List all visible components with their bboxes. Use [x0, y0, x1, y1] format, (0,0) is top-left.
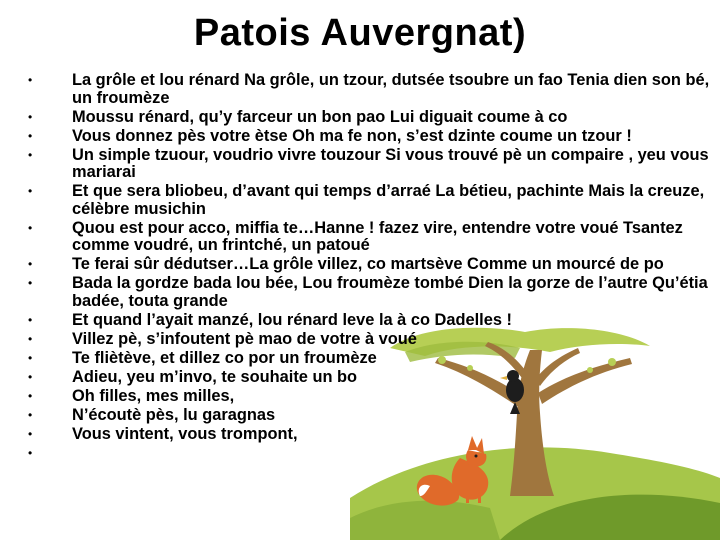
bullet-icon: •	[28, 312, 33, 327]
verse-line: • Vous vintent, vous trompont,	[28, 424, 298, 443]
verse-line: • Et quand l’ayait manzé, lou rénard leve la à co Dadelles !	[28, 310, 512, 329]
verse-line: • Te fliètève, et dillez co por un froumèze	[28, 348, 377, 367]
verse-line: • Oh filles, mes milles,	[28, 386, 235, 405]
bullet-icon: •	[28, 257, 33, 272]
verse-line: • Moussu rénard, qu’y farceur un bon pao Lui diguait coume à co	[28, 107, 568, 126]
bullet-icon: •	[28, 331, 33, 346]
bullet-icon: •	[28, 184, 33, 199]
verse-line: • Adieu, yeu m’invo, te souhaite un bo	[28, 367, 358, 386]
bullet-icon: •	[28, 369, 33, 384]
bullet-icon: •	[28, 388, 33, 403]
bullet-icon: •	[28, 407, 33, 422]
verse-list	[22, 71, 712, 460]
bullet-icon: •	[28, 426, 33, 441]
verse-line: • Vous donnez pès votre ètse Oh ma fe non, s’est dzinte coume un tzour !	[28, 126, 632, 145]
verse-line: • Bada la gordze bada lou bée, Lou froumèze tombé Dien la gorze de l’autre Qu’étia badée, touta grande	[28, 274, 708, 310]
verse-line: • Te ferai sûr dédutser…La grôle villez, co martsève Comme un mourcé de po	[28, 255, 664, 274]
bullet-icon: •	[28, 445, 33, 460]
bullet-icon: •	[28, 276, 33, 291]
verse-line: • N’écoutè pès, lu garagnas	[28, 405, 276, 424]
bullet-icon: •	[28, 350, 33, 365]
bullet-icon: •	[28, 147, 33, 162]
verse-line: • Quou est pour acco, miffia te…Hanne ! fazez vire, entendre votre voué Tsantez comme voudré, un frintché, un patoué	[28, 218, 683, 255]
verse-line: • Un simple tzuour, voudrio vivre touzour Si vous trouvé pè un compaire , yeu vous mariarai	[28, 145, 709, 182]
bullet-icon: •	[28, 128, 33, 143]
bullet-icon: •	[28, 220, 33, 235]
verse-line: • Villez pè, s’infoutent pè mao de votre à voué	[28, 329, 417, 348]
bullet-icon: •	[28, 109, 33, 124]
bullet-icon: •	[28, 73, 33, 87]
verse-line: • La grôle et lou rénard Na grôle, un tzour, dutsée tsoubre un fao Tenia dien son bé, un froumèze	[28, 71, 710, 107]
verse-line: • Et que sera bliobeu, d’avant qui temps d’arraé La bétieu, pachinte Mais la creuze, célèbre musichin	[28, 182, 705, 218]
slide-title: Patois Auvergnat)	[193, 12, 527, 54]
